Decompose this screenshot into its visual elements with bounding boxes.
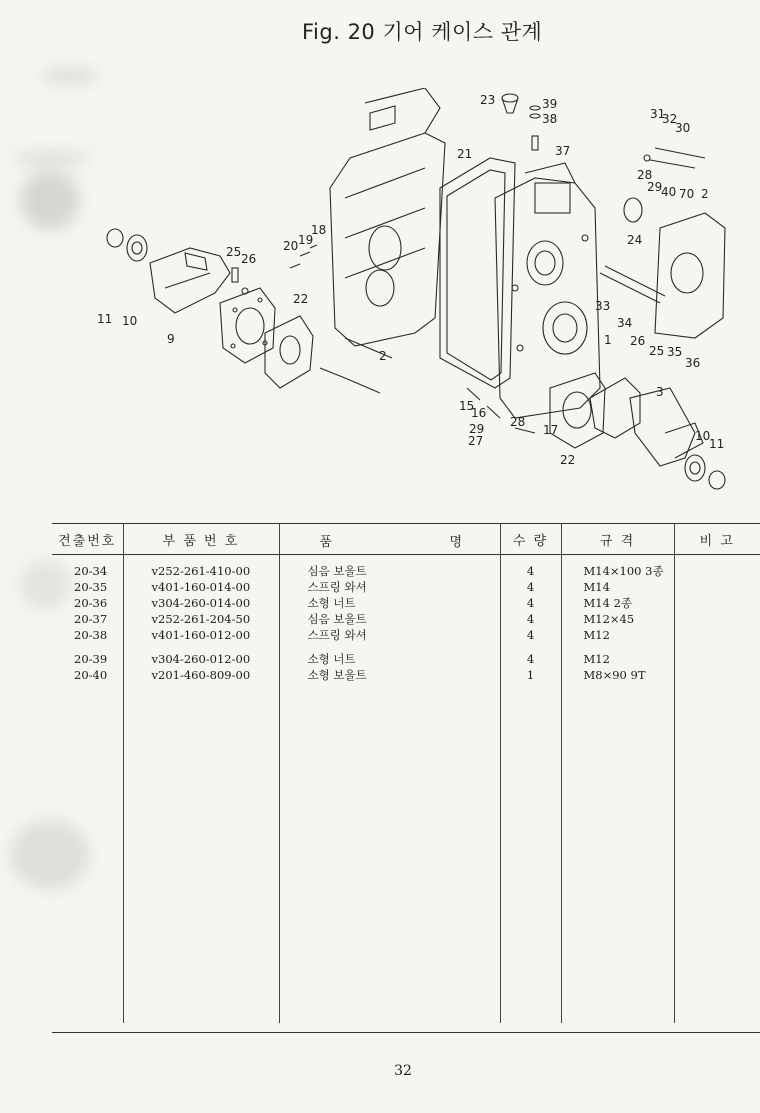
- table-bottom-rule: [52, 1032, 760, 1033]
- svg-text:28: 28: [510, 415, 526, 429]
- table-row: 20-35 v401-160-014-00 스프링 와셔 4 M14: [52, 579, 760, 595]
- gear-case-part: [495, 178, 600, 418]
- svg-text:33: 33: [595, 299, 611, 313]
- svg-text:21: 21: [457, 147, 473, 161]
- svg-text:29: 29: [469, 422, 485, 436]
- svg-text:32: 32: [662, 112, 678, 126]
- column-header-key: 견출번호: [52, 524, 123, 555]
- svg-text:25: 25: [649, 344, 665, 358]
- svg-text:10: 10: [695, 429, 711, 443]
- flange-part: [220, 288, 275, 363]
- column-header-remarks: 비 고: [674, 524, 760, 555]
- svg-text:2: 2: [701, 187, 709, 201]
- table-header-row: [52, 524, 760, 555]
- svg-text:1: 1: [604, 333, 612, 347]
- svg-text:10: 10: [122, 314, 138, 328]
- column-header-part-name: 품 명: [279, 524, 500, 555]
- svg-text:27: 27: [468, 434, 484, 448]
- svg-text:11: 11: [709, 437, 725, 451]
- svg-text:11: 11: [97, 312, 113, 326]
- shaft-housing-part: [150, 248, 230, 313]
- column-header-quantity: 수 량: [500, 524, 561, 555]
- svg-text:34: 34: [617, 316, 633, 330]
- figure-title: Fig. 20 기어 케이스 관계: [302, 20, 543, 44]
- table-row: 20-38 v401-160-012-00 스프링 와셔 4 M12: [52, 627, 760, 643]
- svg-text:29: 29: [647, 180, 663, 194]
- main-gasket-part: [440, 158, 515, 388]
- side-cover-part: [330, 133, 445, 346]
- parts-table: [52, 523, 760, 1023]
- svg-text:17: 17: [543, 423, 559, 437]
- svg-text:3: 3: [656, 385, 664, 399]
- svg-text:20: 20: [283, 239, 299, 253]
- svg-text:40: 40: [661, 185, 677, 199]
- svg-text:18: 18: [311, 223, 327, 237]
- svg-text:38: 38: [542, 112, 558, 126]
- svg-text:28: 28: [637, 168, 653, 182]
- snap-ring-part: [107, 229, 123, 247]
- table-row: 20-34 v252-261-410-00 심음 보울트 4 M14×100 3종: [52, 563, 760, 579]
- svg-text:70: 70: [679, 187, 695, 201]
- scan-smudge: [20, 170, 80, 230]
- table-row: 20-39 v304-260-012-00 소형 너트 4 M12: [52, 651, 760, 667]
- svg-text:16: 16: [471, 406, 487, 420]
- table-row: 20-37 v252-261-204-50 심음 보울트 4 M12×45: [52, 611, 760, 627]
- column-header-part-number: 부 품 번 호: [123, 524, 279, 555]
- column-header-spec: 규 격: [561, 524, 674, 555]
- svg-text:35: 35: [667, 345, 683, 359]
- svg-text:15: 15: [459, 399, 475, 413]
- gasket-part: [265, 316, 313, 388]
- svg-text:25: 25: [226, 245, 242, 259]
- svg-text:24: 24: [627, 233, 643, 247]
- table-row: 20-40 v201-460-809-00 소형 보울트 1 M8×90 9T: [52, 667, 760, 683]
- page-number: 32: [394, 1063, 412, 1079]
- svg-text:2: 2: [379, 349, 387, 363]
- svg-text:26: 26: [241, 252, 257, 266]
- svg-text:36: 36: [685, 356, 701, 370]
- scan-smudge: [40, 72, 100, 80]
- svg-text:22: 22: [560, 453, 576, 467]
- svg-text:23: 23: [480, 93, 496, 107]
- scan-smudge: [12, 154, 92, 162]
- svg-text:31: 31: [650, 107, 666, 121]
- svg-text:30: 30: [675, 121, 691, 135]
- svg-text:26: 26: [630, 334, 646, 348]
- svg-text:37: 37: [555, 144, 571, 158]
- svg-text:39: 39: [542, 97, 558, 111]
- exploded-parts-diagram: [95, 88, 735, 498]
- svg-text:19: 19: [298, 233, 314, 247]
- svg-text:22: 22: [293, 292, 309, 306]
- oil-seal-part: [127, 235, 147, 261]
- rear-case-part: [655, 213, 725, 338]
- svg-text:9: 9: [167, 332, 175, 346]
- callout-labels: [97, 93, 724, 467]
- o-ring-part: [624, 198, 642, 222]
- table-row: 20-36 v304-260-014-00 소형 너트 4 M14 2종: [52, 595, 760, 611]
